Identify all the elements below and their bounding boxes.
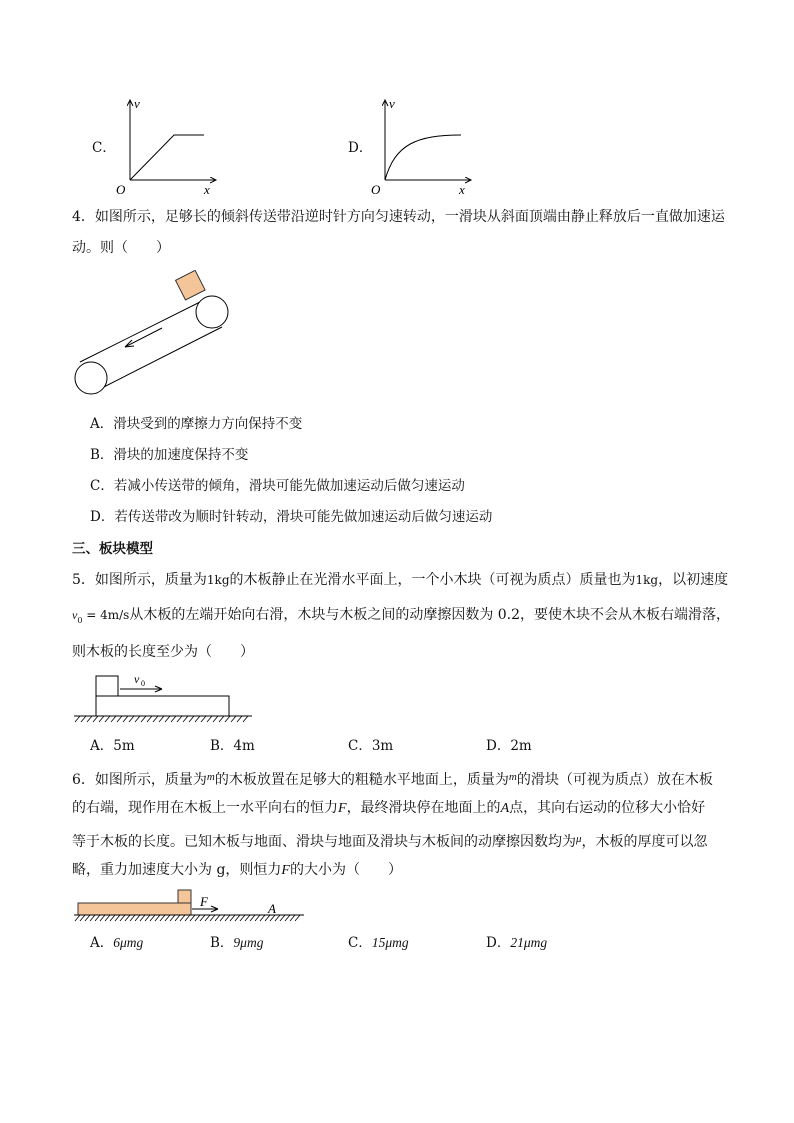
q6-option-b: B．9μmg	[210, 935, 264, 951]
ground-hatch	[230, 915, 235, 921]
q6-option-a: A．6μmg	[90, 935, 144, 951]
q5-line1: 5．如图所示，质量为1kg的木板静止在光滑水平面上，一个小木块（可视为质点）质量也为1kg，以初速度	[72, 572, 729, 588]
ground-hatch	[243, 716, 248, 722]
ground-hatch	[165, 716, 170, 722]
axis-v-label: v	[389, 96, 395, 111]
ground-hatch	[130, 915, 135, 921]
ground-hatch	[225, 915, 230, 921]
ground-hatch	[155, 915, 160, 921]
ground-hatch	[159, 716, 164, 722]
conveyor-belt-figure	[70, 270, 240, 402]
ground-hatch	[190, 915, 195, 921]
ground-hatch	[171, 716, 176, 722]
ground-hatch	[129, 716, 134, 722]
ground-hatch	[105, 915, 110, 921]
ground-hatch	[135, 915, 140, 921]
ground-hatch	[145, 915, 150, 921]
ground-hatch	[219, 716, 224, 722]
ground-hatch	[231, 716, 236, 722]
ground-hatch	[90, 915, 95, 921]
ground-hatch	[180, 915, 185, 921]
ground-hatch	[75, 915, 80, 921]
ground-hatch	[141, 716, 146, 722]
q4-option-b: B．滑块的加速度保持不变	[90, 447, 249, 463]
ground-hatch	[135, 716, 140, 722]
ground-hatch	[250, 915, 255, 921]
axis-v-label: v	[134, 96, 140, 111]
v0-label: v	[134, 672, 140, 686]
ground-hatch	[175, 915, 180, 921]
q5-option-a: A．5m	[90, 738, 135, 754]
ground-hatch	[95, 915, 100, 921]
axis-x-label: x	[204, 182, 210, 197]
q6-line2: 的右端，现作用在木板上一水平向右的恒力F，最终滑块停在地面上的A点，其向右运动的位移大小恰好	[72, 800, 706, 816]
q6-line1: 6．如图所示，质量为$^m$的木板放置在足够大的粗糙水平地面上，质量为$^m$的滑块（可视为质点）放在木板	[72, 771, 713, 788]
graph-d	[367, 94, 477, 198]
ground-hatch	[189, 716, 194, 722]
ground-hatch	[260, 915, 265, 921]
small-block	[96, 676, 118, 696]
q6-option-d: D．21μmg	[486, 935, 548, 951]
q4-option-c: C．若减小传送带的倾角，滑块可能先做加速运动后做匀速运动	[90, 478, 465, 494]
q4-stem-line1: 4．如图所示，足够长的倾斜传送带沿逆时针方向匀速转动，一滑块从斜面顶端由静止释放后一直做加速运	[72, 209, 725, 225]
q4-option-d: D．若传送带改为顺时针转动，滑块可能先做加速运动后做匀速运动	[90, 509, 493, 525]
ground-hatch	[120, 915, 125, 921]
ground-hatch	[177, 716, 182, 722]
ground-hatch	[170, 915, 175, 921]
ground-hatch	[210, 915, 215, 921]
axis-x-label: x	[459, 182, 465, 197]
ground-hatch	[165, 915, 170, 921]
ground-hatch	[240, 915, 245, 921]
ground-hatch	[80, 915, 85, 921]
ground-hatch	[220, 915, 225, 921]
ground-hatch	[200, 915, 205, 921]
ground-hatch	[115, 915, 120, 921]
ground-hatch	[215, 915, 220, 921]
q5-line2: $v_0 = 4m/s$从木板的左端开始向右滑，木块与木板之间的动摩擦因数为 0.2，要使木块不会从木板右端滑落，	[72, 607, 731, 625]
ground-hatch	[147, 716, 152, 722]
option-d-label: D．	[348, 140, 373, 156]
slider-block	[176, 270, 206, 300]
ground-hatch	[125, 915, 130, 921]
option-c-label: C．	[92, 140, 116, 156]
ground-hatch	[237, 716, 242, 722]
ground-hatch	[140, 915, 145, 921]
q6-option-c: C．15μmg	[348, 935, 409, 951]
ground-hatch	[150, 915, 155, 921]
q6-line4: 略，重力加速度大小为 g，则恒力F的大小为（ ）	[72, 862, 402, 878]
ground-hatch	[117, 716, 122, 722]
graph-c	[112, 94, 222, 198]
ground-hatch	[225, 716, 230, 722]
svg-text:0: 0	[141, 679, 145, 688]
force-label: F	[200, 894, 208, 909]
ground-hatch	[87, 716, 92, 722]
ground-hatch	[255, 915, 260, 921]
ground-hatch	[195, 915, 200, 921]
board-block-figure	[72, 666, 262, 728]
ground-hatch	[245, 915, 250, 921]
ground-hatch	[105, 716, 110, 722]
ground-hatch	[99, 716, 104, 722]
ground-hatch	[205, 915, 210, 921]
board-force-figure	[72, 886, 312, 926]
origin-label: O	[371, 182, 381, 197]
ground-hatch	[295, 915, 300, 921]
slider-block	[178, 890, 191, 903]
ground-hatch	[280, 915, 285, 921]
ground-hatch	[81, 716, 86, 722]
board	[96, 696, 229, 716]
q5-option-c: C．3m	[348, 738, 394, 754]
ground-hatch	[213, 716, 218, 722]
ground-hatch	[201, 716, 206, 722]
ground-hatch	[207, 716, 212, 722]
ground-hatch	[111, 716, 116, 722]
q6-line3: 等于木板的长度。已知木板与地面、滑块与地面及滑块与木板间的动摩擦因数均为$^\mu$，木板的厚度可以忽	[72, 833, 708, 850]
q5-option-d: D．2m	[486, 738, 532, 754]
section-title: 三、板块模型	[72, 541, 153, 557]
ground-hatch	[110, 915, 115, 921]
q5-line3: 则木板的长度至少为（ ）	[72, 644, 254, 660]
ground-hatch	[185, 915, 190, 921]
ground-hatch	[235, 915, 240, 921]
point-a-label: A	[268, 901, 276, 916]
ground-hatch	[183, 716, 188, 722]
ground-hatch	[93, 716, 98, 722]
q5-option-b: B．4m	[210, 738, 255, 754]
ground-hatch	[290, 915, 295, 921]
ground-hatch	[85, 915, 90, 921]
ground-hatch	[75, 716, 80, 722]
origin-label: O	[116, 182, 126, 197]
ground-hatch	[195, 716, 200, 722]
q4-stem-line2: 动。则（ ）	[72, 240, 170, 256]
ground-hatch	[153, 716, 158, 722]
ground-hatch	[100, 915, 105, 921]
ground-hatch	[123, 716, 128, 722]
board	[78, 903, 191, 915]
ground-hatch	[160, 915, 165, 921]
ground-hatch	[285, 915, 290, 921]
q4-option-a: A．滑块受到的摩擦力方向保持不变	[90, 416, 303, 432]
